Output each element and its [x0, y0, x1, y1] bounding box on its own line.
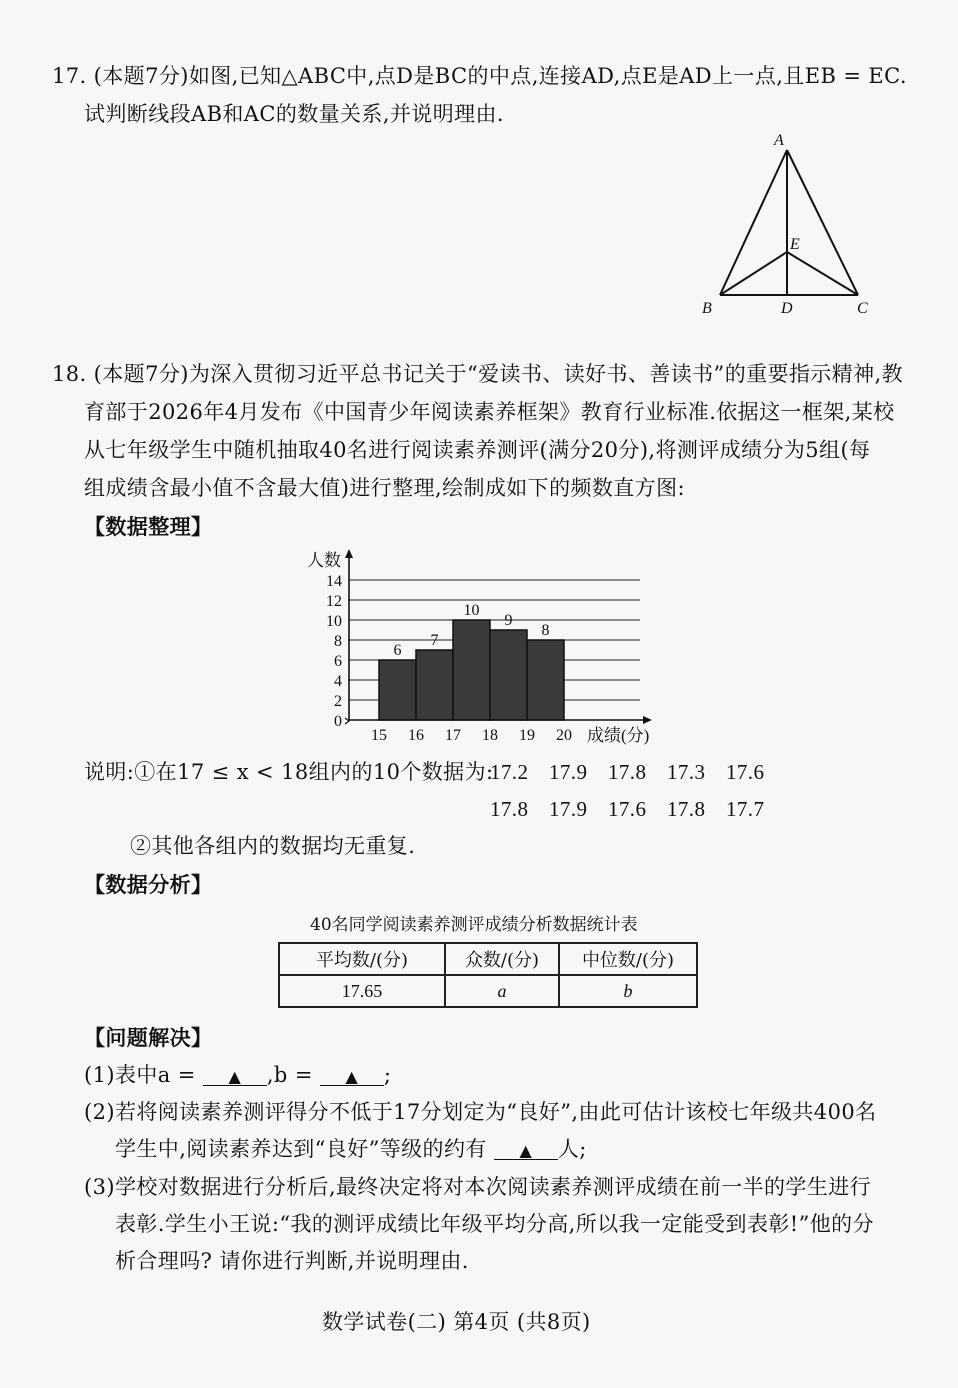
page-footer: 数学试卷(二) 第4页 (共8页): [322, 1310, 591, 1334]
note-2: ②其他各组内的数据均无重复.: [130, 834, 416, 858]
y-tick-label: 6: [334, 653, 342, 670]
table-title: 40名同学阅读素养测评成绩分析数据统计表: [310, 915, 638, 935]
label-b: B: [702, 300, 712, 317]
section-data-heading: 【数据整理】: [84, 514, 213, 539]
q18-line-3: 从七年级学生中随机抽取40名进行阅读素养测评(满分20分),将测评成绩分为5组(每: [84, 438, 871, 462]
data-value: 17.8: [490, 797, 529, 821]
y-axis-arrow-icon: [345, 549, 353, 558]
table-header-mode: 众数/(分): [445, 943, 559, 975]
note-1-row-1: [490, 760, 785, 785]
label-e: E: [790, 236, 800, 253]
table-row: [279, 975, 697, 1007]
histogram-bar: [527, 640, 564, 720]
histogram-bar: [379, 660, 416, 720]
histogram-bar: [453, 620, 490, 720]
answer-blank-a[interactable]: ▲: [203, 1069, 267, 1086]
table-cell-mean: 17.65: [279, 975, 445, 1007]
statistics-table: [278, 942, 698, 1008]
data-value: 17.6: [726, 760, 765, 784]
label-d: D: [781, 300, 793, 317]
bar-value-label: 10: [463, 602, 480, 619]
section-problem-heading: 【问题解决】: [84, 1025, 213, 1050]
data-value: 17.2: [490, 760, 529, 784]
data-value: 17.8: [667, 797, 706, 821]
part-1-end: ;: [383, 1063, 392, 1087]
y-tick-label: 8: [334, 633, 342, 650]
y-tick-label: 12: [326, 593, 342, 610]
data-value: 17.8: [608, 760, 647, 784]
note-1-row-2: [490, 797, 785, 822]
bar-value-label: 9: [504, 612, 513, 629]
table-cell-mode: a: [445, 975, 559, 1007]
y-tick-label: 2: [334, 693, 342, 710]
answer-blank-b[interactable]: ▲: [320, 1069, 384, 1086]
q18-line-1: 18. (本题7分)为深入贯彻习近平总书记关于“爱读书、读好书、善读书”的重要指示精神,教: [52, 362, 903, 386]
x-tick-label: 17: [445, 727, 461, 744]
q17-line-1: 17. (本题7分)如图,已知△ABC中,点D是BC的中点,连接AD,点E是AD上一点,且EB = EC.: [52, 64, 907, 88]
y-axis-label: 人数: [307, 551, 341, 570]
label-a: A: [774, 132, 784, 149]
histogram-bar: [490, 630, 527, 720]
part-1-a-label: (1)表中a =: [84, 1063, 196, 1087]
x-tick-label: 19: [519, 727, 535, 744]
data-value: 17.9: [549, 797, 588, 821]
part-1-b-label: ,b =: [266, 1063, 313, 1087]
data-value: 17.3: [667, 760, 706, 784]
y-tick-label: 14: [326, 573, 342, 590]
y-tick-label: 10: [326, 613, 342, 630]
note-1-label: 说明:①在17 ≤ x < 18组内的10个数据为:: [84, 760, 494, 784]
part-2-unit: 人;: [557, 1137, 587, 1161]
bar-value-label: 7: [430, 632, 439, 649]
table-cell-median: b: [559, 975, 697, 1007]
answer-blank-count[interactable]: ▲: [494, 1143, 558, 1160]
part-2-line-2: [115, 1137, 587, 1162]
frequency-histogram: [295, 548, 675, 748]
x-tick-label: 15: [371, 727, 387, 744]
y-tick-label: 0: [334, 713, 342, 730]
histogram-bar: [416, 650, 453, 720]
q17-line-2: 试判断线段AB和AC的数量关系,并说明理由.: [84, 102, 504, 126]
part-2-line-1: (2)若将阅读素养测评得分不低于17分划定为“良好”,由此可估计该校七年级共400名: [84, 1100, 877, 1124]
label-c: C: [857, 300, 868, 317]
data-value: 17.7: [726, 797, 765, 821]
x-tick-label: 18: [482, 727, 498, 744]
table-header-row: [279, 943, 697, 975]
x-axis-arrow-icon: [643, 716, 652, 724]
part-3-line-3: 析合理吗? 请你进行判断,并说明理由.: [115, 1249, 469, 1273]
q18-line-4: 组成绩含最小值不含最大值)进行整理,绘制成如下的频数直方图:: [84, 476, 685, 500]
data-value: 17.6: [608, 797, 647, 821]
part-3-line-1: (3)学校对数据进行分析后,最终决定将对本次阅读素养测评成绩在前一半的学生进行: [84, 1175, 872, 1199]
table-header-mean: 平均数/(分): [279, 943, 445, 975]
x-axis-label: 成绩(分): [587, 726, 650, 745]
x-tick-label: 20: [556, 727, 572, 744]
x-tick-label: 16: [408, 727, 424, 744]
y-tick-label: 4: [334, 673, 342, 690]
triangle-figure: [690, 125, 900, 325]
q18-line-2: 育部于2026年4月发布《中国青少年阅读素养框架》教育行业标准.依据这一框架,某校: [84, 400, 895, 424]
part-3-line-2: 表彰.学生小王说:“我的测评成绩比年级平均分高,所以我一定能受到表彰!”他的分: [115, 1212, 874, 1236]
bar-value-label: 6: [393, 642, 402, 659]
part-2-text: 学生中,阅读素养达到“良好”等级的约有: [115, 1137, 487, 1161]
section-analysis-heading: 【数据分析】: [84, 872, 213, 897]
bar-value-label: 8: [541, 622, 550, 639]
table-header-median: 中位数/(分): [559, 943, 697, 975]
data-value: 17.9: [549, 760, 588, 784]
part-1: [84, 1063, 391, 1088]
